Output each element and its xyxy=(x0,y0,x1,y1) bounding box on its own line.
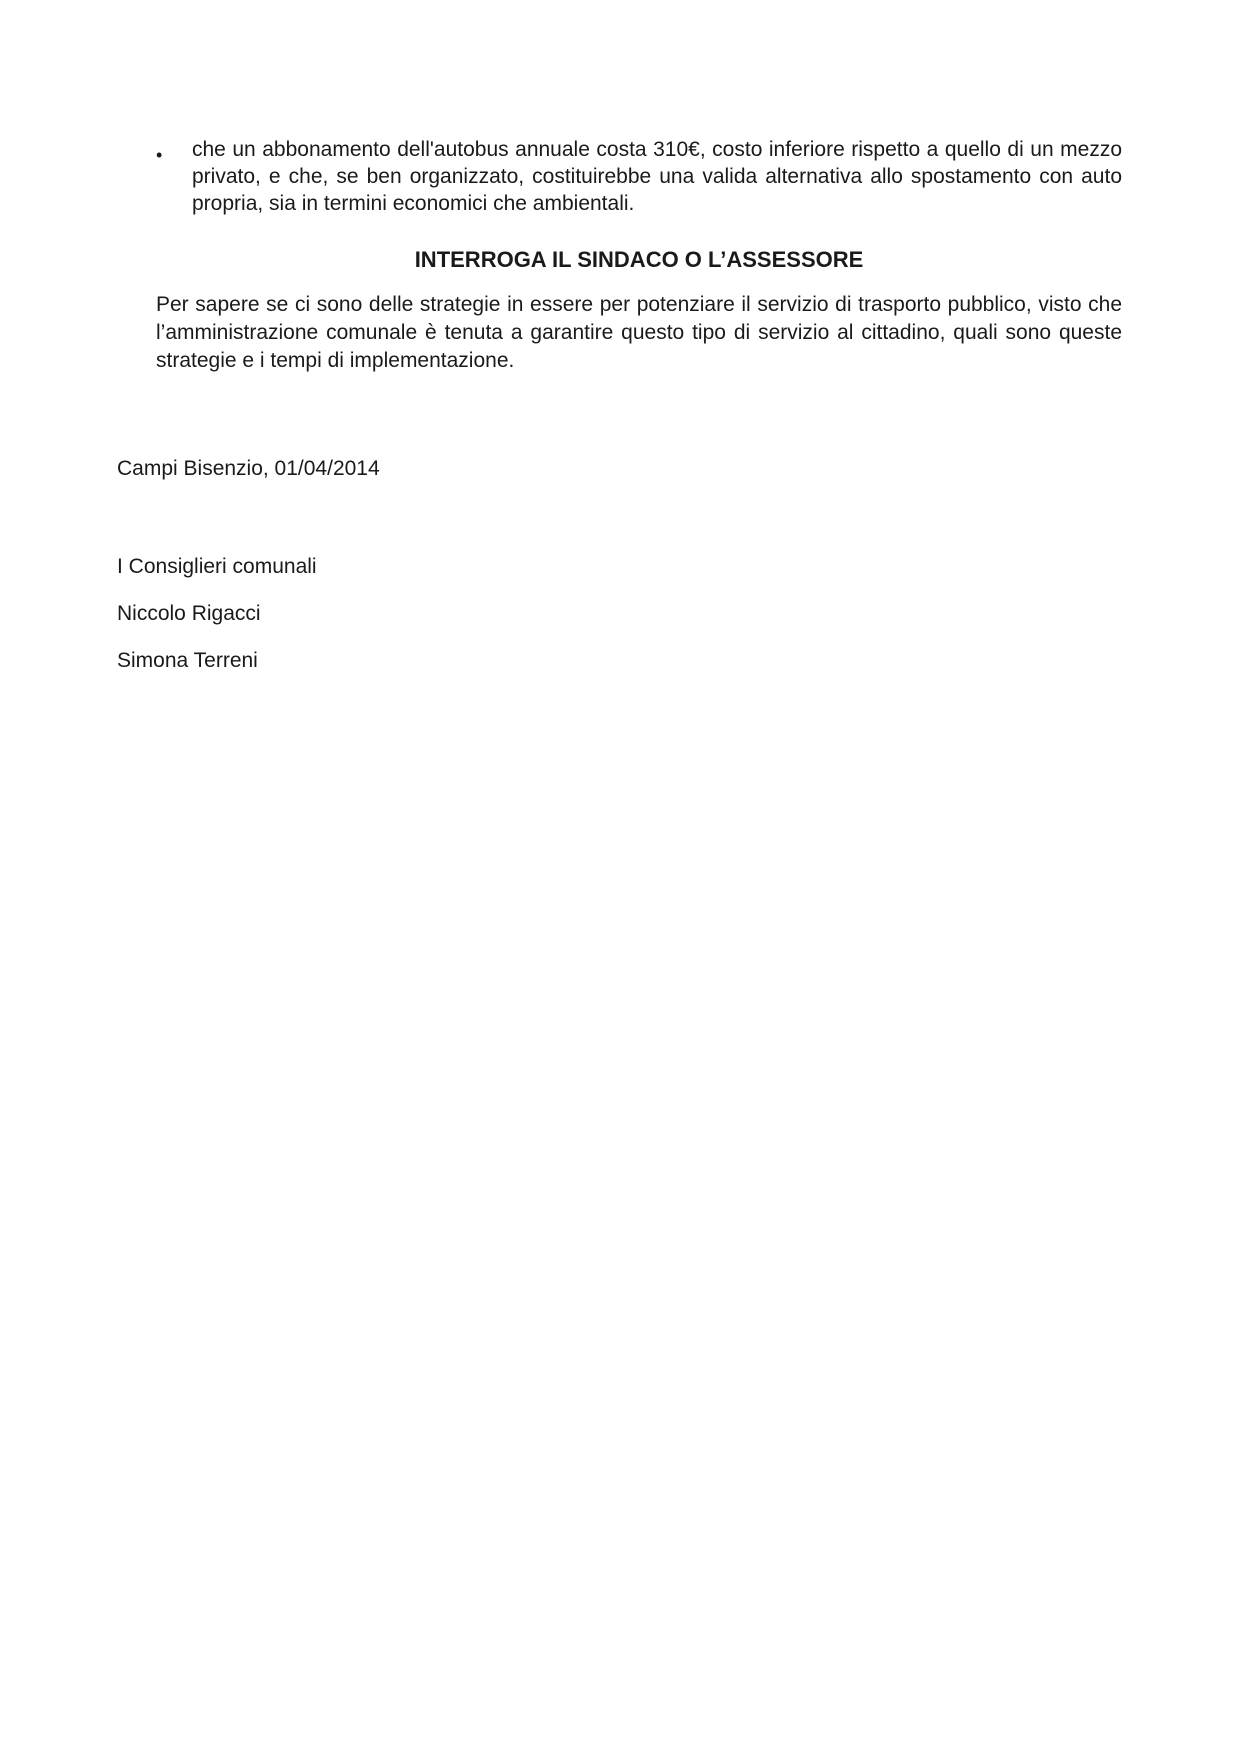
bullet-icon: • xyxy=(156,145,163,165)
section-heading: INTERROGA IL SINDACO O L’ASSESSORE xyxy=(414,247,864,272)
signature-label: I Consiglieri comunali xyxy=(117,555,317,578)
bullet-text: che un abbonamento dell'autobus annuale costa 310€, costo inferiore rispetto a quello di un mezzo privato, e che, se ben organizzato, costituirebbe una valida alternativa allo spostamento con auto propria, sia in termini economici che ambientali. xyxy=(192,138,1122,215)
signer-name: Niccolo Rigacci xyxy=(117,602,261,625)
signer-name: Simona Terreni xyxy=(117,649,258,672)
question-paragraph: Per sapere se ci sono delle strategie in essere per potenziare il servizio di trasporto pubblico, visto che l’amministrazione comunale è tenuta a garantire questo tipo di servizio al cittadino, quali sono queste strategie e i tempi di implementazione. xyxy=(156,293,1122,372)
place-date: Campi Bisenzio, 01/04/2014 xyxy=(117,457,380,480)
